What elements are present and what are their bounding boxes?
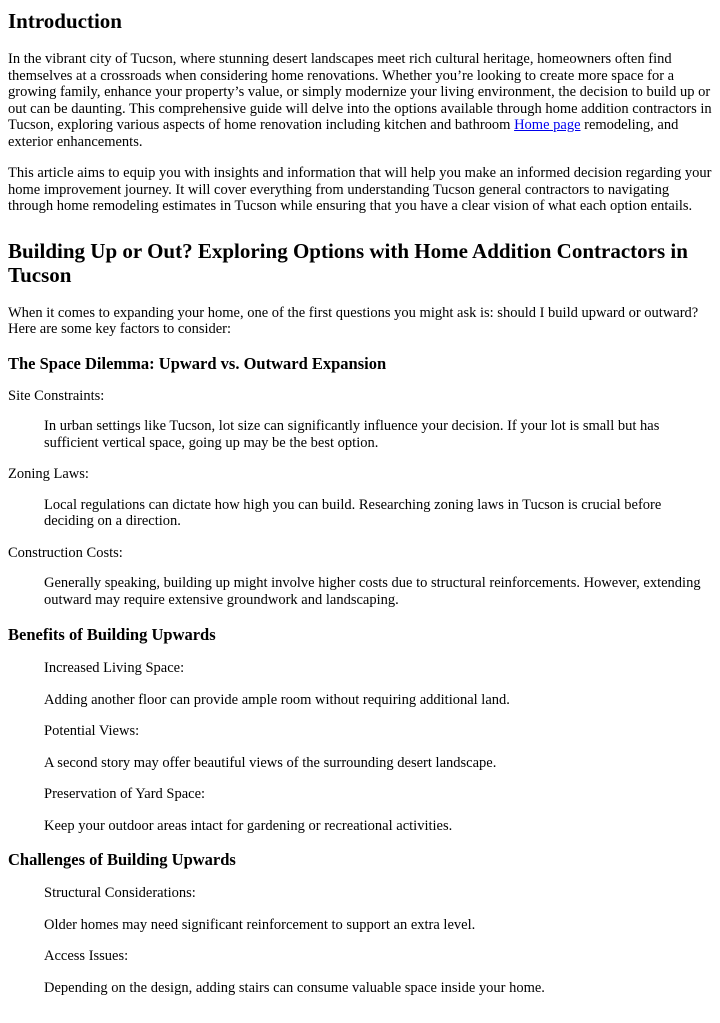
benefits-item: A second story may offer beautiful views of the surrounding desert landscape. bbox=[44, 754, 497, 771]
section-intro-paragraph: When it comes to expanding your home, one of the first questions you might ask is: should I build upward or outward? Here are some key factors to consider: bbox=[8, 304, 699, 337]
intro-paragraph-1-text-after: remodeling, and exterior enhancements. bbox=[8, 117, 679, 150]
benefits-item: Potential Views: bbox=[44, 723, 140, 739]
intro-paragraph-1 bbox=[8, 51, 712, 150]
challenges-item: Access Issues: bbox=[44, 948, 129, 964]
space-dilemma-term: Zoning Laws: bbox=[8, 466, 89, 482]
space-dilemma-description: Local regulations can dictate how high you can build. Researching zoning laws in Tucson is crucial before deciding on a direction. bbox=[44, 496, 662, 529]
space-dilemma-term: Site Constraints: bbox=[8, 387, 105, 404]
intro-heading: Introduction bbox=[8, 9, 122, 33]
challenges-item: Older homes may need significant reinforcement to support an extra level. bbox=[44, 916, 476, 933]
home-page-link[interactable]: Home page bbox=[514, 117, 581, 133]
benefits-item: Increased Living Space: bbox=[44, 660, 185, 676]
benefits-item: Adding another floor can provide ample room without requiring additional land. bbox=[44, 691, 510, 708]
space-dilemma-description: Generally speaking, building up might involve higher costs due to structural reinforcements. However, extending outward may require extensive groundwork and landscaping. bbox=[44, 575, 701, 608]
challenges-list bbox=[8, 885, 712, 996]
section-heading: Building Up or Out? Exploring Options with Home Addition Contractors in Tucson bbox=[8, 238, 688, 287]
benefits-heading: Benefits of Building Upwards bbox=[8, 625, 216, 644]
benefits-item: Preservation of Yard Space: bbox=[44, 786, 206, 802]
space-dilemma-heading: The Space Dilemma: Upward vs. Outward Expansion bbox=[8, 353, 387, 373]
challenges-heading: Challenges of Building Upwards bbox=[8, 850, 236, 869]
challenges-item: Structural Considerations: bbox=[44, 885, 196, 901]
benefits-list bbox=[8, 660, 712, 834]
space-dilemma-description: In urban settings like Tucson, lot size can significantly influence your decision. If your lot is small but has sufficient vertical space, going up may be the best option. bbox=[44, 418, 660, 451]
benefits-item: Keep your outdoor areas intact for gardening or recreational activities. bbox=[44, 817, 453, 834]
intro-paragraph-2: This article aims to equip you with insights and information that will help you make an informed decision regarding your home improvement journey. It will cover everything from understanding Tucson general contractors to navigating through home remodeling estimates in Tucson while ensuring that you have a clear vision of what each option entails. bbox=[8, 165, 712, 214]
space-dilemma-term: Construction Costs: bbox=[8, 544, 123, 561]
challenges-item: Depending on the design, adding stairs can consume valuable space inside your home. bbox=[44, 979, 545, 996]
article bbox=[0, 6, 720, 996]
intro-paragraph-1-text-before: In the vibrant city of Tucson, where stunning desert landscapes meet rich cultural heritage, homeowners often find themselves at a crossroads when considering home renovations. Whether you’re looking to create more space for a growing family, enhance your property’s value, or simply modernize your living environment, the decision to build up or out can be daunting. This comprehensive guide will delve into the options available through home addition contractors in Tucson, exploring various aspects of home renovation including kitchen and bathroom bbox=[8, 51, 712, 133]
space-dilemma-list bbox=[8, 388, 712, 609]
